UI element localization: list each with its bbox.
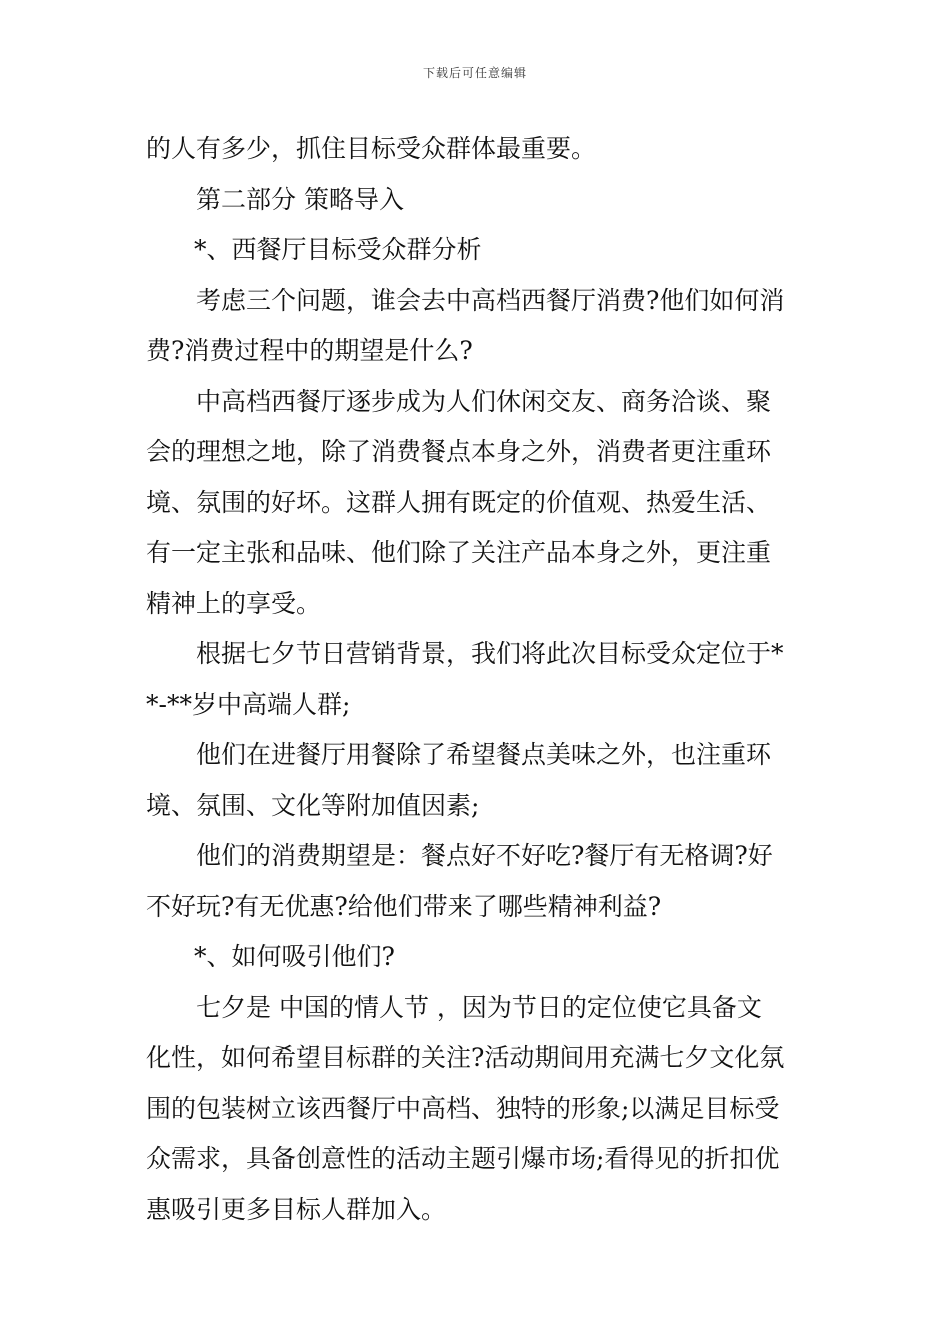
document-body — [146, 124, 810, 1235]
text-line: 考虑三个问题，谁会去中高档西餐厅消费?他们如何消 — [196, 285, 785, 315]
text-line: 境、氛围的好坏。这群人拥有既定的价值观、热爱生活、 — [146, 487, 772, 517]
text-line: 七夕是 中国的情人节 ，因为节日的定位使它具备文 — [196, 992, 762, 1022]
text-line: 他们在进餐厅用餐除了希望餐点美味之外，也注重环 — [196, 740, 772, 769]
text-line: 有一定主张和品味、他们除了关注产品本身之外，更注重 — [146, 538, 772, 567]
text-line: 围的包装树立该西餐厅中高档、独特的形象;以满足目标受 — [146, 1093, 780, 1123]
text-line: 会的理想之地，除了消费餐点本身之外，消费者更注重环 — [146, 437, 772, 466]
text-line: 费?消费过程中的期望是什么? — [146, 336, 473, 365]
subsection-heading: *、如何吸引他们? — [194, 942, 395, 971]
text-line: 不好玩?有无优惠?给他们带来了哪些精神利益? — [146, 891, 662, 921]
text-line: 众需求，具备创意性的活动主题引爆市场;看得见的折扣优 — [146, 1144, 780, 1173]
page-header: 下载后可任意编辑 — [422, 66, 527, 80]
section-heading: 第二部分 策略导入 — [196, 184, 404, 214]
text-line: 惠吸引更多目标人群加入。 — [146, 1194, 447, 1224]
text-line: 的人有多少，抓住目标受众群体最重要。 — [146, 134, 597, 163]
text-line: 精神上的享受。 — [146, 588, 322, 618]
subsection-heading: *、西餐厅目标受众群分析 — [194, 235, 482, 264]
text-line: 他们的消费期望是：餐点好不好吃?餐厅有无格调?好 — [196, 841, 773, 870]
text-line: *-**岁中高端人群; — [146, 689, 351, 719]
text-line: 中高档西餐厅逐步成为人们休闲交友、商务洽谈、聚 — [196, 386, 772, 416]
text-line: 化性，如何希望目标群的关注?活动期间用充满七夕文化氛 — [146, 1043, 785, 1072]
text-line: 根据七夕节日营销背景，我们将此次目标受众定位于* — [196, 639, 784, 668]
text-line: 境、氛围、文化等附加值因素; — [146, 790, 480, 820]
